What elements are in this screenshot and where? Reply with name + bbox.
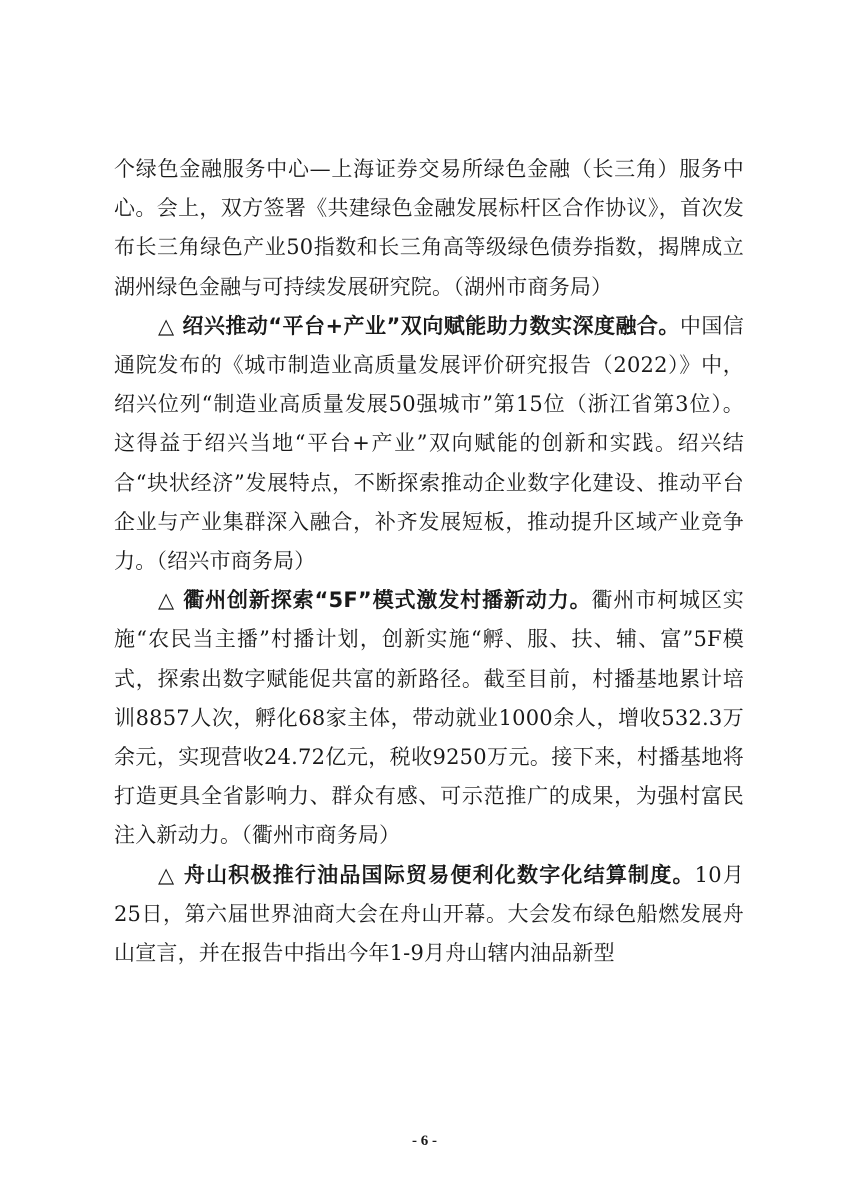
paragraph-body: 10月25日，第六届世界油商大会在舟山开幕。大会发布绿色船燃发展舟山宣言，并在报告中指出今年1-9月舟山辖内油品新型 — [114, 862, 744, 966]
paragraph-zhoushan — [114, 856, 744, 974]
paragraph-heading: △ 绍兴推动“平台+产业”双向赋能助力数实深度融合。 — [158, 313, 680, 338]
paragraph-body: 个绿色金融服务中心—上海证券交易所绿色金融（长三角）服务中心。会上，双方签署《共建绿色金融发展标杆区合作协议》，首次发布长三角绿色产业50指数和长三角高等级绿色债券指数，揭牌成立湖州绿色金融与可持续发展研究院。（湖州市商务局） — [114, 157, 744, 299]
paragraph-quzhou — [114, 581, 744, 855]
paragraph-heading: △ 舟山积极推行油品国际贸易便利化数字化结算制度。 — [158, 862, 695, 887]
paragraph-shaoxing — [114, 307, 744, 581]
paragraph-body: 中国信通院发布的《城市制造业高质量发展评价研究报告（2022）》中，绍兴位列“制造业高质量发展50强城市”第15位（浙江省第3位）。这得益于绍兴当地“平台+产业”双向赋能的创新和实践。绍兴结合“块状经济”发展特点，不断探索推动企业数字化建设、推动平台企业与产业集群深入融合，补齐发展短板，推动提升区域产业竞争力。（绍兴市商务局） — [114, 313, 744, 574]
paragraph-huzhou — [114, 150, 744, 307]
paragraph-body: 衢州市柯城区实施“农民当主播”村播计划，创新实施“孵、服、扶、辅、富”5F模式，探索出数字赋能促共富的新路径。截至目前，村播基地累计培训8857人次，孵化68家主体，带动就业1000余人，增收532.3万余元，实现营收24.72亿元，税收9250万元。接下来，村播基地将打造更具全省影响力、群众有感、可示范推广的成果，为强村富民注入新动力。（衢州市商务局） — [114, 588, 745, 848]
page-number: - 6 - — [412, 1133, 437, 1149]
page-content — [114, 150, 744, 973]
paragraph-heading: △ 衢州创新探索“5F”模式激发村播新动力。 — [158, 588, 592, 613]
